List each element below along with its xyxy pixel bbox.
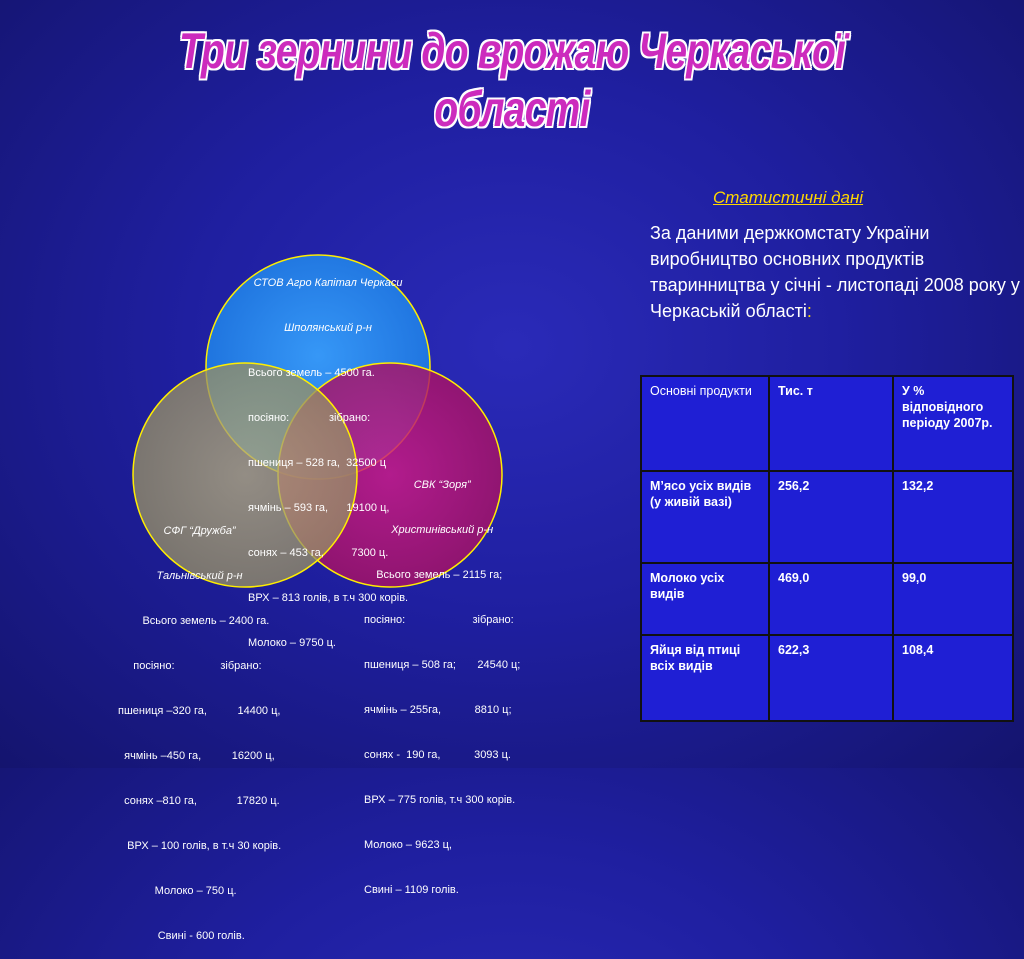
farm-zorya-line: сонях - 190 га, 3093 ц. — [364, 749, 511, 761]
slide-title: Три зернини до врожаю Черкаської області — [178, 23, 846, 137]
farm-druzhba-name: СФГ “Дружба” — [163, 525, 236, 537]
table-row — [641, 471, 1013, 563]
farm-druzhba-line: пшениця –320 га, 14400 ц, — [118, 705, 281, 717]
table-header-cell: Тис. т — [769, 376, 893, 471]
farm-druzhba-line: Молоко – 750 ц. — [118, 885, 237, 897]
farm-druzhba-line: сонях –810 га, 17820 ц. — [118, 795, 280, 807]
farm-stov-line: посіяно: зібрано: — [248, 412, 371, 424]
farm-stov-line: Молоко – 9750 ц. — [248, 637, 336, 649]
table-row — [641, 563, 1013, 635]
farm-stov-line: Всього земель – 4500 га. — [248, 367, 375, 379]
farm-stov-name: СТОВ Агро Капітал Черкаси — [253, 277, 403, 289]
farm-zorya-name: СВК “Зоря” — [413, 479, 471, 491]
table-cell: 622,3 — [769, 635, 893, 721]
farm-zorya-district: Христинівський р-н — [391, 524, 494, 536]
statistics-description — [650, 220, 1020, 324]
table-cell: 132,2 — [893, 471, 1013, 563]
farm-druzhba-line: Свині - 600 голів. — [118, 930, 245, 942]
farm-zorya-line: ВРХ – 775 голів, т.ч 300 корів. — [364, 794, 516, 806]
statistics-description-text: За даними держкомстату України виробництво основних продуктів тваринництва у січні - листопаді 2008 року у Черкаській області — [650, 223, 1020, 321]
statistics-table — [640, 375, 1014, 722]
farm-druzhba-line: ВРХ – 100 голів, в т.ч 30 корів. — [118, 840, 282, 852]
table-row — [641, 635, 1013, 721]
statistics-heading-link[interactable]: Статистичні дані — [713, 188, 864, 207]
farm-druzhba-block — [118, 494, 281, 959]
farm-stov-district: Шполянський р-н — [284, 322, 372, 334]
farm-druzhba-line: Всього земель – 2400 га. — [118, 615, 270, 627]
farm-zorya-line: Молоко – 9623 ц, — [364, 839, 452, 851]
table-cell: М’ясо усіх видів (у живій вазі) — [641, 471, 769, 563]
farm-druzhba-line: ячмінь –450 га, 16200 ц, — [118, 750, 275, 762]
farm-zorya-line: Свині – 1109 голів. — [364, 884, 459, 896]
farm-zorya-line: посіяно: зібрано: — [364, 614, 514, 626]
farm-zorya-line: пшениця – 508 га; 24540 ц; — [364, 659, 521, 671]
table-cell: 99,0 — [893, 563, 1013, 635]
farm-druzhba-line: посіяно: зібрано: — [118, 660, 262, 672]
farm-stov-line: ячмінь – 593 га, 19100 ц, — [248, 502, 390, 514]
farm-zorya-line: ячмінь – 255га, 8810 ц; — [364, 704, 512, 716]
farm-stov-line: пшениця – 528 га, 32500 ц — [248, 457, 387, 469]
table-cell: Яйця від птиці всіх видів — [641, 635, 769, 721]
farm-zorya-block — [364, 448, 520, 913]
table-cell: Молоко усіх видів — [641, 563, 769, 635]
farm-stov-line: ВРХ – 813 голів, в т.ч 300 корів. — [248, 592, 409, 604]
farm-stov-line: сонях – 453 га, 7300 ц. — [248, 547, 389, 559]
table-cell: 108,4 — [893, 635, 1013, 721]
table-header-cell: Основні продукти — [641, 376, 769, 471]
statistics-description-colon: : — [806, 301, 812, 321]
farm-druzhba-district: Тальнівський р-н — [156, 570, 243, 582]
farm-zorya-line: Всього земель – 2115 га; — [364, 569, 503, 581]
table-header-row — [641, 376, 1013, 471]
table-cell: 256,2 — [769, 471, 893, 563]
table-cell: 469,0 — [769, 563, 893, 635]
table-header-cell: У % відповідного періоду 2007р. — [893, 376, 1013, 471]
